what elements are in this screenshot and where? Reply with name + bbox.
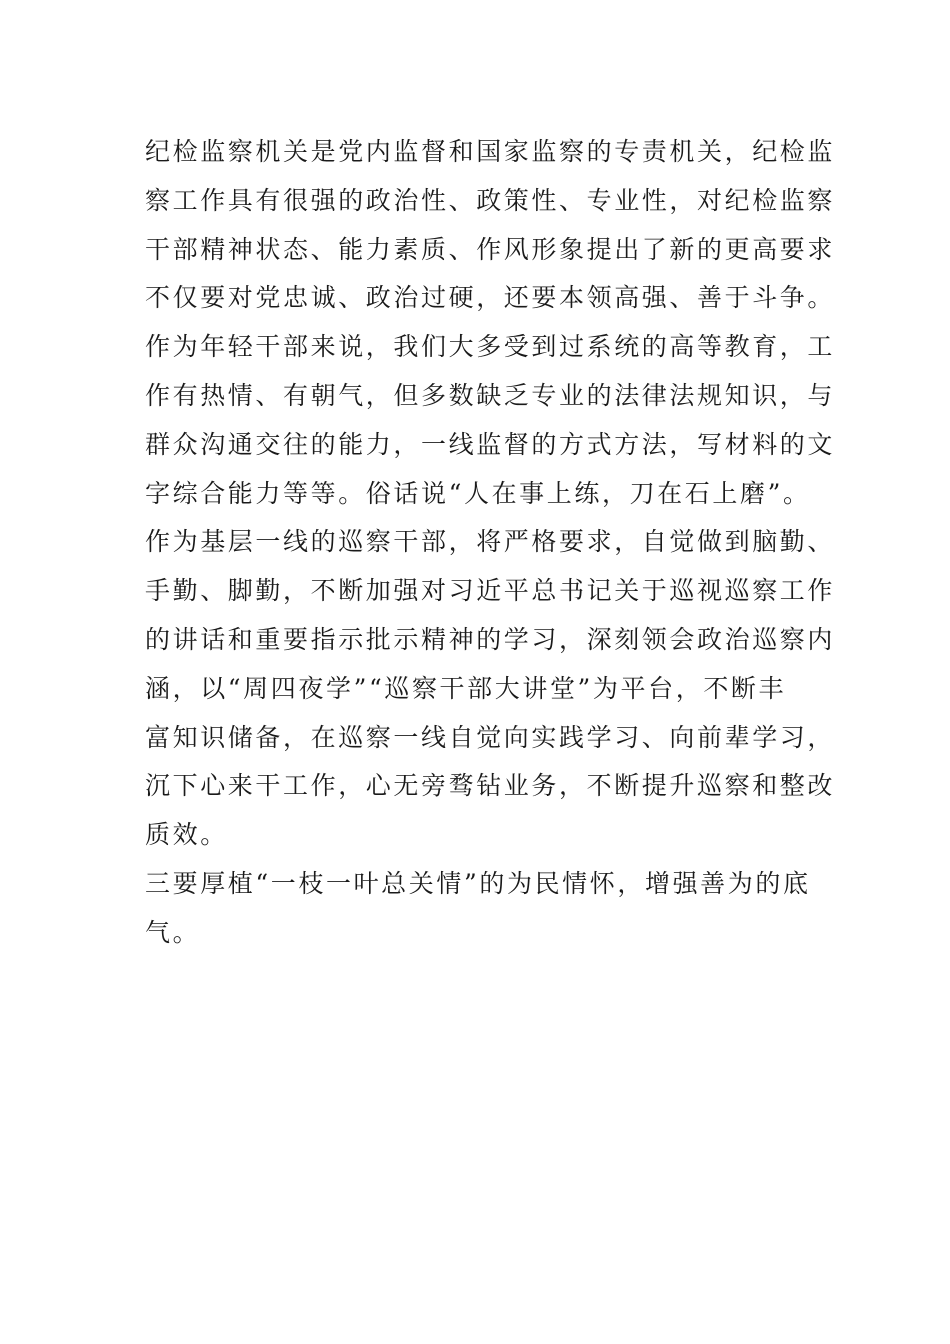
document-body: [145, 128, 836, 958]
text-line: 群众沟通交往的能力，一线监督的方式方法，写材料的文: [145, 429, 836, 459]
text-line: 三要厚植“一枝一叶总关情”的为民情怀，增强善为的底: [145, 868, 811, 898]
text-line: 的讲话和重要指示批示精神的学习，深刻领会政治巡察内: [145, 624, 836, 654]
text-line: 沉下心来干工作，心无旁骛钻业务，不断提升巡察和整改: [145, 771, 836, 801]
text-line: 不仅要对党忠诚、政治过硬，还要本领高强、善于斗争。: [145, 283, 836, 313]
text-line: 手勤、脚勤，不断加强对习近平总书记关于巡视巡察工作: [145, 576, 836, 606]
text-line: 气。: [145, 917, 201, 947]
text-line: 干部精神状态、能力素质、作风形象提出了新的更高要求: [145, 234, 836, 264]
text-line: 作为基层一线的巡察干部，将严格要求，自觉做到脑勤、: [145, 527, 836, 557]
text-line: 纪检监察机关是党内监督和国家监察的专责机关，纪检监: [145, 137, 836, 166]
text-line: 察工作具有很强的政治性、政策性、专业性，对纪检监察: [145, 185, 836, 215]
text-line: 质效。: [145, 820, 228, 850]
text-line: 作为年轻干部来说，我们大多受到过系统的高等教育，工: [145, 332, 836, 362]
text-line: 涵，以“周四夜学”“巡察干部大讲堂”为平台，不断丰: [145, 673, 787, 703]
text-line: 作有热情、有朝气，但多数缺乏专业的法律法规知识，与: [145, 380, 836, 410]
text-line: 字综合能力等等。俗话说“人在事上练，刀在石上磨”。: [145, 478, 811, 508]
text-line: 富知识储备，在巡察一线自觉向实践学习、向前辈学习，: [145, 722, 836, 752]
